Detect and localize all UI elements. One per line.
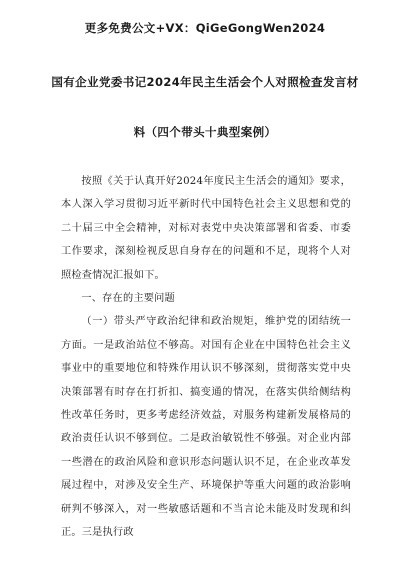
intro-paragraph: 按照《关于认真开好2024年度民主生活会的通知》要求，本人深入学习贯彻习近平新时代中国特色社会主义思想和党的二十届三中全会精神，对标对表党中央决策部署和省委、市委工作要求，深刻检视反思自身存在的问题和不足，现将个人对照检查情况汇报如下。 bbox=[61, 176, 351, 281]
section-heading: 一、存在的主要问题 bbox=[81, 293, 175, 305]
subsection-paragraph: （一）带头严守政治纪律和政治规矩，维护党的团结统一方面。一是政治站位不够高。对国有企业在中国特色社会主义事业中的重要地位和特殊作用认识不够深刻，贯彻落实党中央决策部署有时存在打折扣、搞变通的情况，在落实供给侧结构性改革任务时，更多考虑经济效益，对服务构建新发展格局的政治责任认识不够到位。二是政治敏锐性不够强。对企业内部一些潜在的政治风险和意识形态问题认识不足，在企业改革发展过程中，对涉及安全生产、环境保护等重大问题的政治影响研判不够深入，对一些敏感话题和不当言论未能及时发现和纠正。三是执行政 bbox=[61, 316, 351, 539]
document-title-line-2: 料（四个带头十典型案例） bbox=[133, 125, 277, 139]
document-header: 更多免费公文+VX：QiGeGongWen2024 bbox=[84, 21, 326, 35]
document-body bbox=[61, 170, 351, 545]
document-title-line-1: 国有企业党委书记2024年民主生活会个人对照检查发言材 bbox=[51, 75, 359, 89]
